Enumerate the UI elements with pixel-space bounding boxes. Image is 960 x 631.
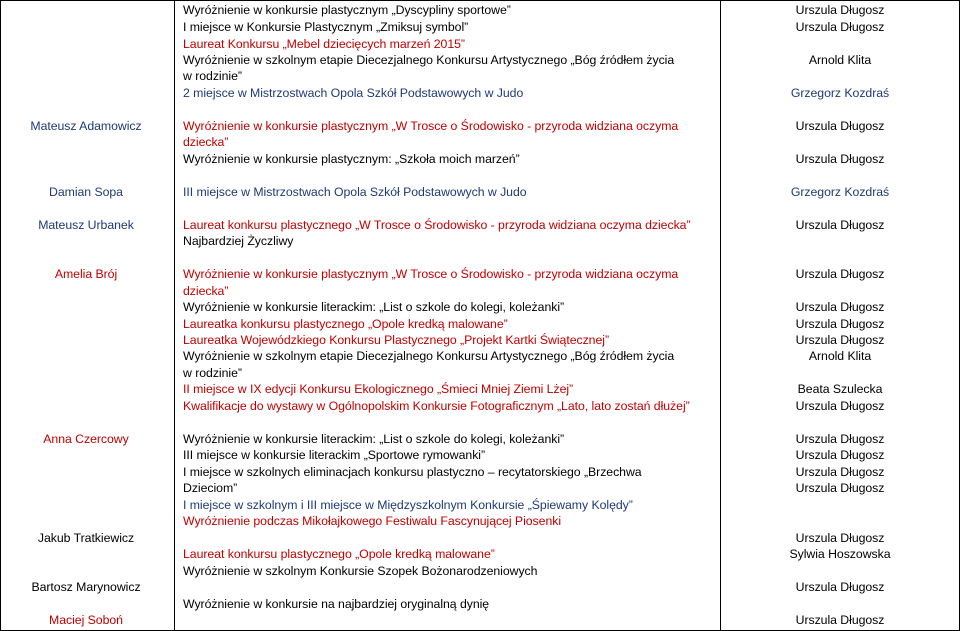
teacher-name: Grzegorz Kozdraś bbox=[790, 86, 890, 100]
teacher-name: Arnold Klita bbox=[808, 53, 872, 67]
student-name: Jakub Tratkiewicz bbox=[37, 531, 135, 545]
teacher-name: Urszula Długosz bbox=[795, 432, 885, 446]
achievement-line: Dzieciom” bbox=[183, 481, 238, 495]
table-divider-2 bbox=[720, 0, 721, 631]
achievement-line: Wyróżnienie w szkolnym etapie Diecezjalnego Konkursu Artystycznego „Bóg źródłem życia bbox=[183, 53, 675, 67]
achievement-line: Laureatka konkursu plastycznego „Opole kredką malowane” bbox=[183, 317, 508, 331]
table-divider-1 bbox=[174, 0, 175, 631]
achievement-line: w rodzinie” bbox=[183, 69, 242, 83]
teacher-name: Arnold Klita bbox=[808, 349, 872, 363]
achievement-line: I miejsce w Konkursie Plastycznym „Zmiksuj symbol” bbox=[183, 20, 469, 34]
achievement-line: I miejsce w szkolnym i III miejsce w Międzyszkolnym Konkursie „Śpiewamy Kolędy” bbox=[183, 498, 633, 512]
achievement-line: dziecka” bbox=[183, 284, 229, 298]
teacher-name: Urszula Długosz bbox=[795, 3, 885, 17]
teacher-name: Urszula Długosz bbox=[795, 267, 885, 281]
teacher-name: Urszula Długosz bbox=[795, 218, 885, 232]
student-name: Amelia Brój bbox=[54, 267, 118, 281]
student-name: Maciej Soboń bbox=[49, 613, 123, 627]
teacher-name: Urszula Długosz bbox=[795, 300, 885, 314]
table-border-left bbox=[0, 0, 1, 631]
teacher-name: Urszula Długosz bbox=[795, 465, 885, 479]
teacher-name: Grzegorz Kozdraś bbox=[790, 185, 890, 199]
student-name: Bartosz Marynowicz bbox=[31, 580, 141, 594]
achievement-line: Laureat konkursu plastycznego „Opole kredką malowane” bbox=[183, 547, 495, 561]
teacher-name: Urszula Długosz bbox=[795, 613, 885, 627]
achievement-line: Wyróżnienie w konkursie literackim: „List o szkole do kolegi, koleżanki” bbox=[183, 300, 565, 314]
achievement-line: III miejsce w konkursie literackim „Sportowe rymowanki” bbox=[183, 448, 486, 462]
student-name: Damian Sopa bbox=[49, 185, 123, 199]
achievement-line: I miejsce w szkolnych eliminacjach konkursu plastyczno – recytatorskiego „Brzechwa bbox=[183, 465, 642, 479]
achievement-line: Wyróżnienie w konkursie literackim: „List o szkole do kolegi, koleżanki” bbox=[183, 432, 565, 446]
teacher-name: Urszula Długosz bbox=[795, 333, 885, 347]
achievement-line: Laureatka Wojewódzkiego Konkursu Plastycznego „Projekt Kartki Świątecznej” bbox=[183, 333, 609, 347]
teacher-name: Urszula Długosz bbox=[795, 580, 885, 594]
teacher-name: Urszula Długosz bbox=[795, 531, 885, 545]
teacher-name: Urszula Długosz bbox=[795, 152, 885, 166]
teacher-name: Sylwia Hoszowska bbox=[789, 547, 891, 561]
student-name: Mateusz Urbanek bbox=[38, 218, 134, 232]
achievement-line: 2 miejsce w Mistrzostwach Opola Szkół Podstawowych w Judo bbox=[183, 86, 524, 100]
teacher-name: Beata Szulecka bbox=[797, 382, 883, 396]
student-name: Mateusz Adamowicz bbox=[30, 119, 142, 133]
student-name: Anna Czercowy bbox=[43, 432, 129, 446]
teacher-name: Urszula Długosz bbox=[795, 399, 885, 413]
achievement-line: Laureat Konkursu „Mebel dziecięcych marzeń 2015” bbox=[183, 37, 465, 51]
achievement-line: Wyróżnienie w konkursie plastycznym: „Szkoła moich marzeń” bbox=[183, 152, 520, 166]
achievement-line: Laureat konkursu plastycznego „W Trosce o Środowisko - przyroda widziana oczyma dziecka” bbox=[183, 218, 691, 232]
table-border-top bbox=[0, 0, 960, 1]
achievement-line: II miejsce w IX edycji Konkursu Ekologicznego „Śmieci Mniej Ziemi Lżej” bbox=[183, 382, 574, 396]
teacher-name: Urszula Długosz bbox=[795, 481, 885, 495]
achievement-line: III miejsce w Mistrzostwach Opola Szkół Podstawowych w Judo bbox=[183, 185, 527, 199]
achievement-line: Wyróżnienie w konkursie plastycznym „Dyscypliny sportowe” bbox=[183, 3, 511, 17]
achievement-line: Wyróżnienie w konkursie plastycznym „W Trosce o Środowisko - przyroda widziana oczyma bbox=[183, 119, 679, 133]
teacher-name: Urszula Długosz bbox=[795, 20, 885, 34]
achievement-line: Wyróżnienie w szkolnym etapie Diecezjalnego Konkursu Artystycznego „Bóg źródłem życia bbox=[183, 349, 675, 363]
achievement-line: w rodzinie” bbox=[183, 366, 242, 380]
achievement-line: Wyróżnienie podczas Mikołajkowego Festiwalu Fascynującej Piosenki bbox=[183, 514, 562, 528]
achievement-line: dziecka” bbox=[183, 135, 229, 149]
achievement-line: Wyróżnienie w szkolnym Konkursie Szopek Bożonarodzeniowych bbox=[183, 564, 538, 578]
teacher-name: Urszula Długosz bbox=[795, 448, 885, 462]
achievement-line: Wyróżnienie w konkursie plastycznym „W Trosce o Środowisko - przyroda widziana oczyma bbox=[183, 267, 679, 281]
teacher-name: Urszula Długosz bbox=[795, 317, 885, 331]
achievement-line: Kwalifikacje do wystawy w Ogólnopolskim Konkursie Fotograficznym „Lato, lato zostań dłużej” bbox=[183, 399, 690, 413]
achievement-line: Najbardziej Życzliwy bbox=[183, 234, 294, 248]
achievement-line: Wyróżnienie w konkursie na najbardziej oryginalną dynię bbox=[183, 597, 490, 611]
teacher-name: Urszula Długosz bbox=[795, 119, 885, 133]
